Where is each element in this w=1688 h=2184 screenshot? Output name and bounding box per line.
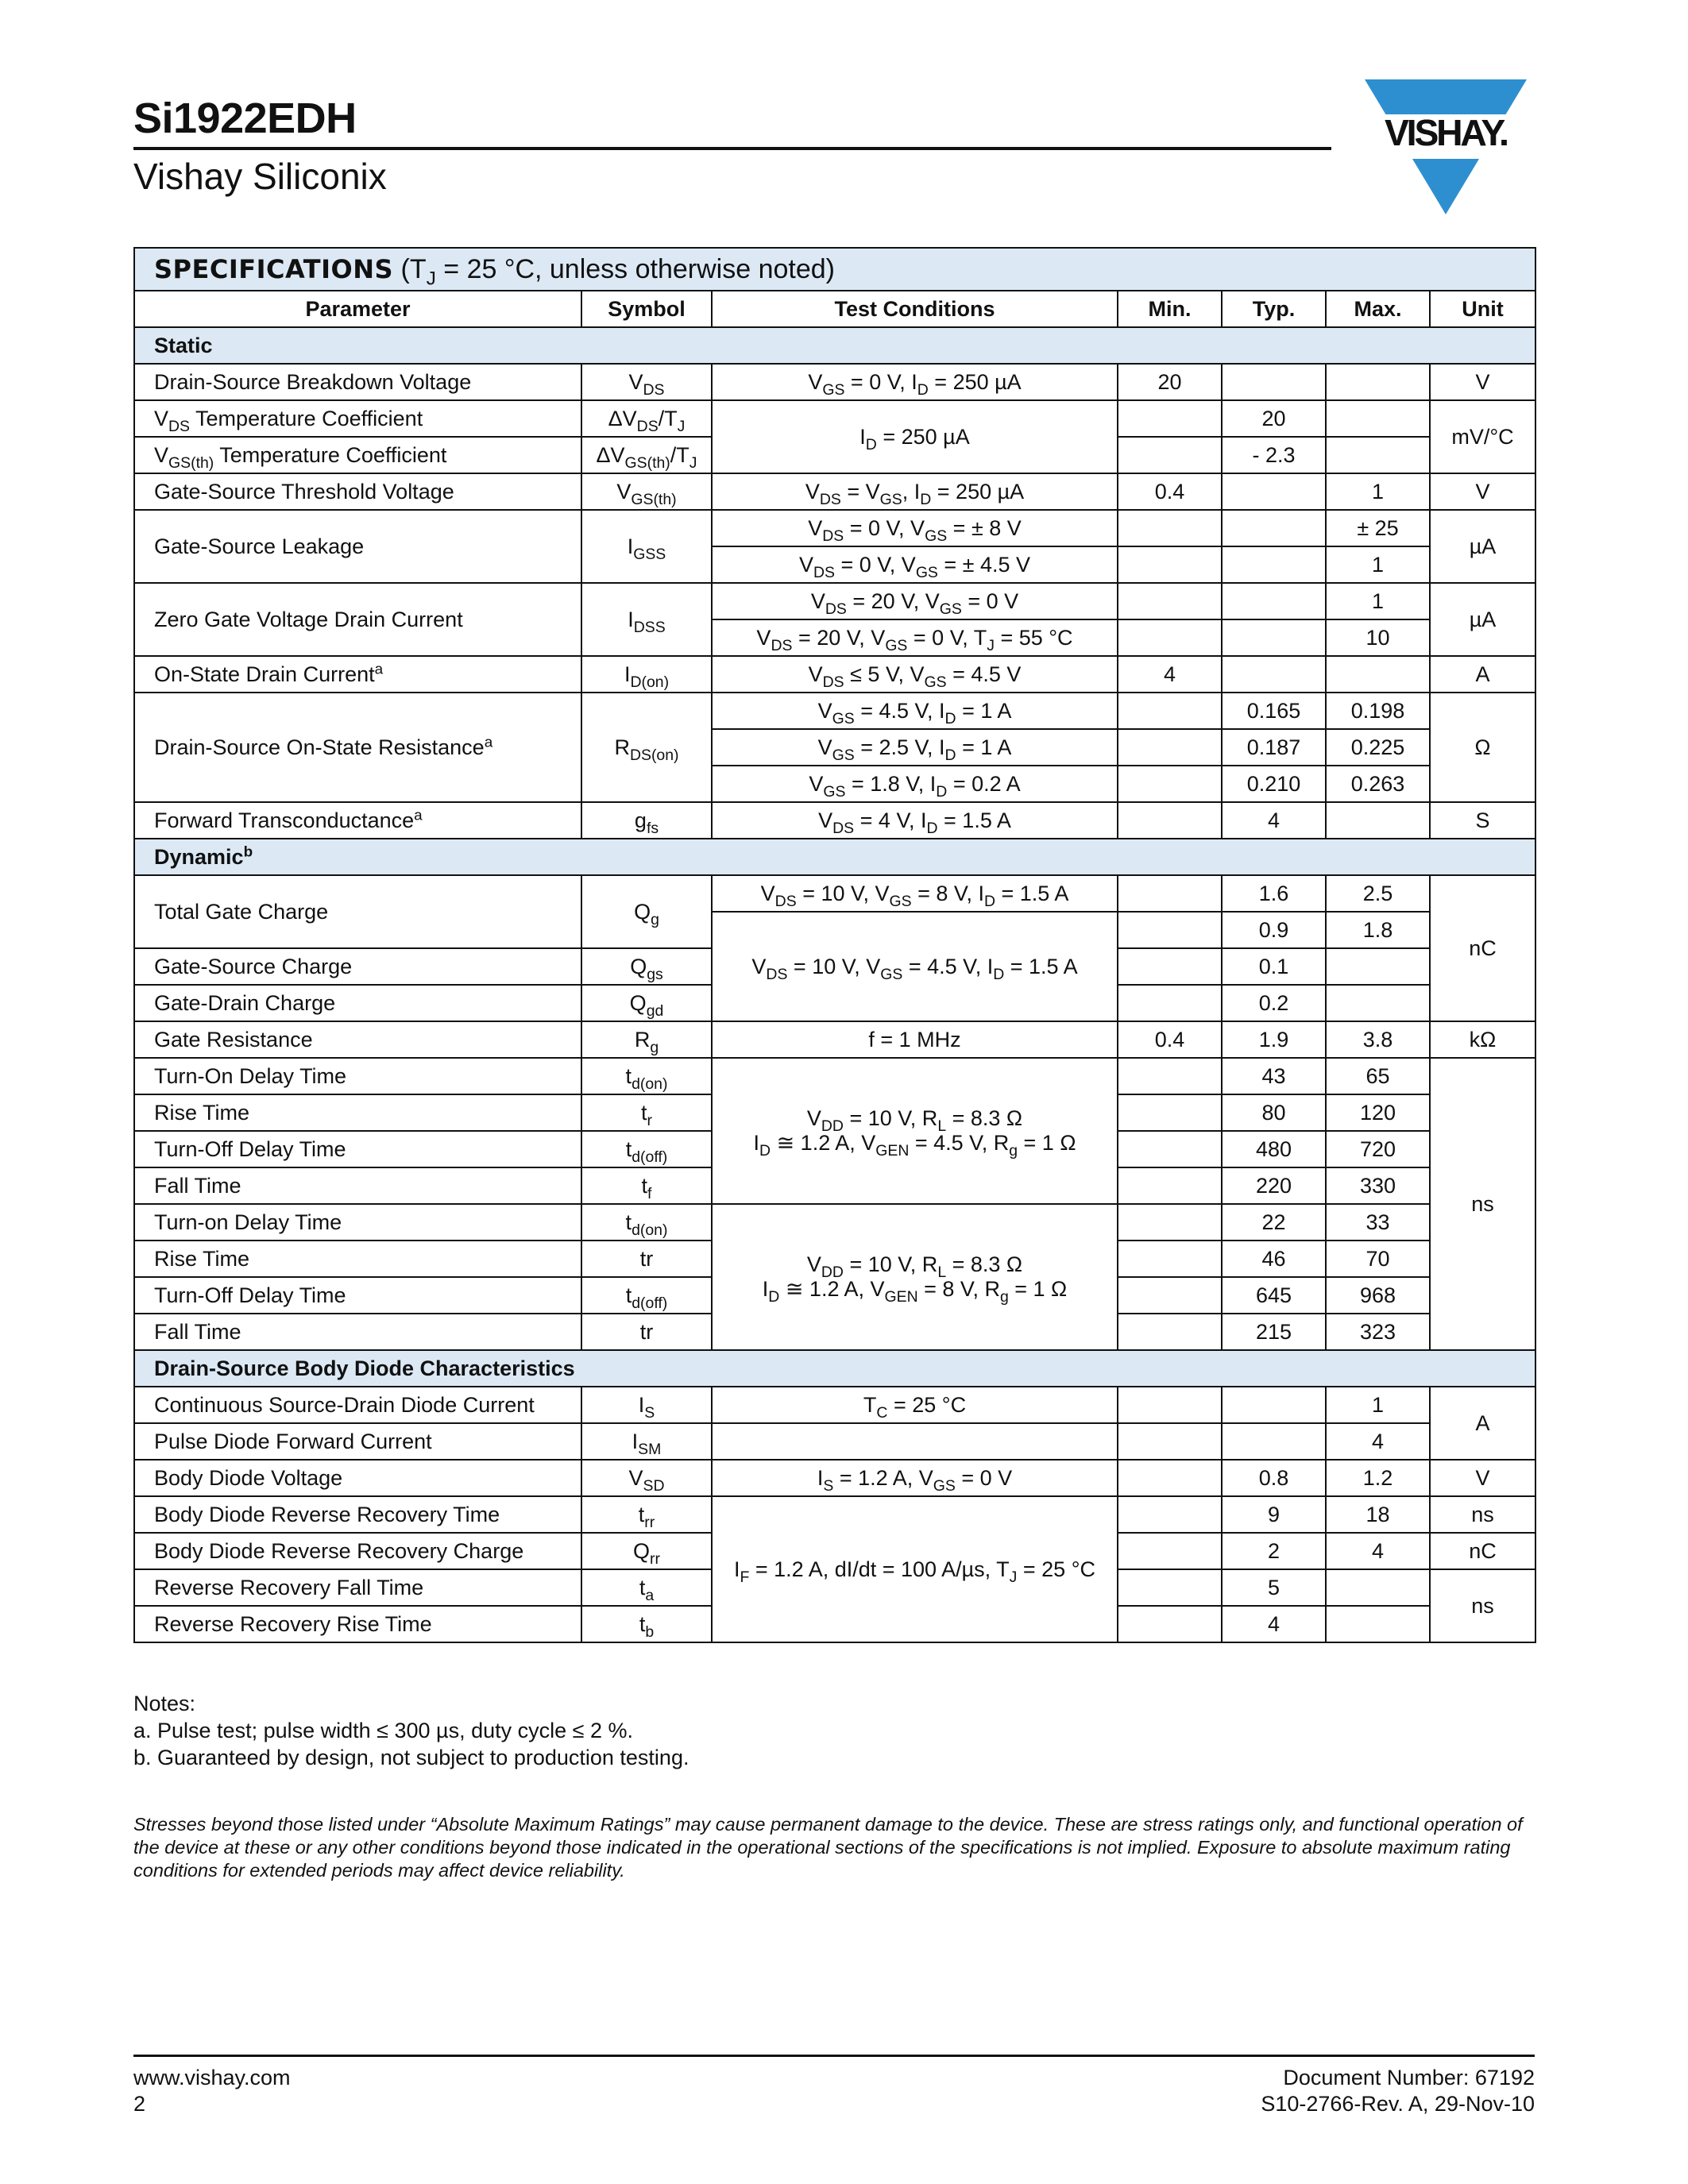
table-title-condition: ($T_J = 25$ °C, unless otherwise noted) xyxy=(400,253,835,290)
unit-cell: mV/°C xyxy=(1430,400,1535,473)
typ-cell: 0.8 xyxy=(1222,1460,1326,1496)
max-cell: 968 xyxy=(1326,1277,1430,1314)
table-row xyxy=(134,1058,1535,1094)
condition-cell: $V_{DS} = 20$ V, $V_{GS} = 0$ V xyxy=(712,583,1118,619)
min-cell xyxy=(1118,1131,1222,1167)
col-typ: Typ. xyxy=(1222,291,1326,327)
typ-cell: 0.1 xyxy=(1222,948,1326,985)
symbol-cell: $V_{SD}$ xyxy=(581,1460,712,1496)
table-row xyxy=(134,1021,1535,1058)
max-cell xyxy=(1326,656,1430,693)
typ-cell: 215 xyxy=(1222,1314,1326,1350)
symbol-cell: $t_a$ xyxy=(581,1569,712,1606)
col-max: Max. xyxy=(1326,291,1430,327)
min-cell xyxy=(1118,1314,1222,1350)
max-cell: 1.8 xyxy=(1326,912,1430,948)
condition-cell: $I_F = 1.2$ A, dI/dt = 100 A/µs, $T_J = 25$ °C xyxy=(712,1496,1118,1642)
min-cell xyxy=(1118,583,1222,619)
unit-cell: µA xyxy=(1430,583,1535,656)
max-cell: 330 xyxy=(1326,1167,1430,1204)
column-header-row xyxy=(134,291,1535,327)
symbol-cell: $t_f$ xyxy=(581,1167,712,1204)
typ-cell xyxy=(1222,546,1326,583)
table-title: SPECIFICATIONS xyxy=(154,253,394,284)
max-cell xyxy=(1326,400,1430,437)
min-cell xyxy=(1118,729,1222,766)
section-label: Static xyxy=(134,327,1535,364)
min-cell xyxy=(1118,619,1222,656)
max-cell xyxy=(1326,948,1430,985)
param-cell: Fall Time xyxy=(134,1314,581,1350)
table-row xyxy=(134,1387,1535,1423)
symbol-cell: $I_{DSS}$ xyxy=(581,583,712,656)
symbol-cell: $I_S$ xyxy=(581,1387,712,1423)
unit-cell: S xyxy=(1430,802,1535,839)
min-cell xyxy=(1118,693,1222,729)
max-cell: 18 xyxy=(1326,1496,1430,1533)
max-cell: 10 xyxy=(1326,619,1430,656)
table-row xyxy=(134,364,1535,400)
typ-cell: 43 xyxy=(1222,1058,1326,1094)
max-cell xyxy=(1326,364,1430,400)
unit-cell: nC xyxy=(1430,1533,1535,1569)
min-cell xyxy=(1118,1423,1222,1460)
symbol-cell: $t_{rr}$ xyxy=(581,1496,712,1533)
symbol-cell: tr xyxy=(581,1314,712,1350)
symbol-cell: $Q_g$ xyxy=(581,875,712,948)
param-cell: Pulse Diode Forward Current xyxy=(134,1423,581,1460)
symbol-cell: $t_r$ xyxy=(581,1094,712,1131)
typ-cell: 220 xyxy=(1222,1167,1326,1204)
footer-rule xyxy=(133,2055,1535,2057)
max-cell: 323 xyxy=(1326,1314,1430,1350)
table-row xyxy=(134,875,1535,912)
section-label: Dynamic$^b$ xyxy=(134,839,1535,875)
typ-cell: 1.6 xyxy=(1222,875,1326,912)
symbol-cell: $R_g$ xyxy=(581,1021,712,1058)
param-cell: Rise Time xyxy=(134,1094,581,1131)
table-row xyxy=(134,510,1535,546)
unit-cell: µA xyxy=(1430,510,1535,583)
param-cell: Gate-Source Threshold Voltage xyxy=(134,473,581,510)
param-cell: Gate Resistance xyxy=(134,1021,581,1058)
param-cell: Zero Gate Voltage Drain Current xyxy=(134,583,581,656)
section-label: Drain-Source Body Diode Characteristics xyxy=(134,1350,1535,1387)
min-cell xyxy=(1118,802,1222,839)
max-cell xyxy=(1326,985,1430,1021)
typ-cell xyxy=(1222,510,1326,546)
condition-cell xyxy=(712,1423,1118,1460)
typ-cell: 5 xyxy=(1222,1569,1326,1606)
manufacturer: Vishay Siliconix xyxy=(133,156,387,197)
min-cell: 0.4 xyxy=(1118,1021,1222,1058)
unit-cell: V xyxy=(1430,364,1535,400)
footer-left xyxy=(133,2065,291,2117)
param-cell: Continuous Source-Drain Diode Current xyxy=(134,1387,581,1423)
typ-cell: 645 xyxy=(1222,1277,1326,1314)
symbol-cell: $t_{d(off)}$ xyxy=(581,1277,712,1314)
table-row xyxy=(134,802,1535,839)
note-b: b. Guaranteed by design, not subject to production testing. xyxy=(133,1746,689,1769)
table-row xyxy=(134,1460,1535,1496)
max-cell: 33 xyxy=(1326,1204,1430,1241)
typ-cell: 1.9 xyxy=(1222,1021,1326,1058)
table-row xyxy=(134,400,1535,437)
param-cell: Gate-Source Charge xyxy=(134,948,581,985)
typ-cell xyxy=(1222,656,1326,693)
symbol-cell: $\Delta V_{DS}/T_J$ xyxy=(581,400,712,437)
min-cell xyxy=(1118,437,1222,473)
min-cell xyxy=(1118,875,1222,912)
min-cell xyxy=(1118,948,1222,985)
symbol-cell: $V_{DS}$ xyxy=(581,364,712,400)
param-cell: Drain-Source On-State Resistance$^a$ xyxy=(134,693,581,802)
unit-cell: ns xyxy=(1430,1496,1535,1533)
typ-cell: 4 xyxy=(1222,802,1326,839)
typ-cell: 0.210 xyxy=(1222,766,1326,802)
typ-cell xyxy=(1222,619,1326,656)
symbol-cell: $R_{DS(on)}$ xyxy=(581,693,712,802)
condition-cell: $V_{GS} = 1.8$ V, $I_D = 0.2$ A xyxy=(712,766,1118,802)
condition-cell: $I_D = 250$ µA xyxy=(712,400,1118,473)
min-cell xyxy=(1118,1569,1222,1606)
param-cell: $V_{DS}$ Temperature Coefficient xyxy=(134,400,581,437)
max-cell: 4 xyxy=(1326,1533,1430,1569)
notes-heading: Notes: xyxy=(133,1692,196,1715)
condition-cell: $V_{DS} = 0$ V, $V_{GS}$ = ± 8 V xyxy=(712,510,1118,546)
param-cell: Turn-Off Delay Time xyxy=(134,1131,581,1167)
condition-cell: $V_{DS} = 4$ V, $I_D = 1.5$ A xyxy=(712,802,1118,839)
max-cell: 1 xyxy=(1326,1387,1430,1423)
unit-cell: V xyxy=(1430,1460,1535,1496)
typ-cell: 9 xyxy=(1222,1496,1326,1533)
max-cell xyxy=(1326,1606,1430,1642)
specifications-table xyxy=(133,247,1536,1643)
unit-cell: Ω xyxy=(1430,693,1535,802)
min-cell xyxy=(1118,1496,1222,1533)
symbol-cell: $t_{d(off)}$ xyxy=(581,1131,712,1167)
param-cell: Total Gate Charge xyxy=(134,875,581,948)
symbol-cell: $t_b$ xyxy=(581,1606,712,1642)
condition-cell: $V_{DD} = 10$ V, $R_L = 8.3$ Ω $I_D$ ≅ 1.2 A, $V_{GEN} = 8$ V, $R_g = 1$ Ω xyxy=(712,1204,1118,1350)
condition-cell: $V_{DS} = 10$ V, $V_{GS} = 8$ V, $I_D = 1.5$ A xyxy=(712,875,1118,912)
min-cell xyxy=(1118,1460,1222,1496)
max-cell: 0.198 xyxy=(1326,693,1430,729)
min-cell xyxy=(1118,1094,1222,1131)
condition-cell: $I_S = 1.2$ A, $V_{GS} = 0$ V xyxy=(712,1460,1118,1496)
max-cell xyxy=(1326,802,1430,839)
max-cell: ± 25 xyxy=(1326,510,1430,546)
typ-cell: 80 xyxy=(1222,1094,1326,1131)
document-number: Document Number: 67192 xyxy=(1283,2066,1535,2089)
typ-cell xyxy=(1222,364,1326,400)
typ-cell xyxy=(1222,1423,1326,1460)
min-cell xyxy=(1118,1204,1222,1241)
symbol-cell: $I_{GSS}$ xyxy=(581,510,712,583)
col-min: Min. xyxy=(1118,291,1222,327)
param-cell: Gate-Drain Charge xyxy=(134,985,581,1021)
condition-cell: $V_{GS} = 0$ V, $I_D = 250$ µA xyxy=(712,364,1118,400)
revision: S10-2766-Rev. A, 29-Nov-10 xyxy=(1261,2092,1535,2116)
min-cell: 0.4 xyxy=(1118,473,1222,510)
max-cell: 0.263 xyxy=(1326,766,1430,802)
max-cell: 1 xyxy=(1326,473,1430,510)
condition-cell: $V_{GS} = 4.5$ V, $I_D = 1$ A xyxy=(712,693,1118,729)
param-cell: Body Diode Voltage xyxy=(134,1460,581,1496)
param-cell: Body Diode Reverse Recovery Time xyxy=(134,1496,581,1533)
min-cell xyxy=(1118,1241,1222,1277)
typ-cell xyxy=(1222,583,1326,619)
max-cell: 2.5 xyxy=(1326,875,1430,912)
min-cell xyxy=(1118,400,1222,437)
table-row xyxy=(134,1204,1535,1241)
footer-right xyxy=(1261,2065,1535,2117)
max-cell: 1 xyxy=(1326,583,1430,619)
typ-cell: 46 xyxy=(1222,1241,1326,1277)
min-cell xyxy=(1118,1058,1222,1094)
symbol-cell: $t_{d(on)}$ xyxy=(581,1204,712,1241)
min-cell: 4 xyxy=(1118,656,1222,693)
param-cell: Turn-On Delay Time xyxy=(134,1058,581,1094)
header-rule xyxy=(133,147,1331,150)
min-cell xyxy=(1118,1606,1222,1642)
symbol-cell: $t_{d(on)}$ xyxy=(581,1058,712,1094)
param-cell: Gate-Source Leakage xyxy=(134,510,581,583)
col-parameter: Parameter xyxy=(134,291,581,327)
param-cell: Drain-Source Breakdown Voltage xyxy=(134,364,581,400)
disclaimer: Stresses beyond those listed under “Absolute Maximum Ratings” may cause permanent damage to the device. These are stress ratings only, and functional operation of the device at these or any other conditions beyond those indicated in the operational sections of the specifications is not implied. Exposure to absolute maximum rating conditions for extended periods may affect device reliability. xyxy=(133,1814,1523,1881)
condition-cell: $V_{GS} = 2.5$ V, $I_D = 1$ A xyxy=(712,729,1118,766)
unit-cell: A xyxy=(1430,656,1535,693)
vishay-logo-text: VISHAY. xyxy=(1385,112,1507,153)
unit-cell: A xyxy=(1430,1387,1535,1460)
symbol-cell: $I_{D(on)}$ xyxy=(581,656,712,693)
table-row xyxy=(134,583,1535,619)
unit-cell: ns xyxy=(1430,1569,1535,1642)
typ-cell: 0.2 xyxy=(1222,985,1326,1021)
col-test-conditions: Test Conditions xyxy=(712,291,1118,327)
typ-cell: 0.9 xyxy=(1222,912,1326,948)
param-cell: Turn-on Delay Time xyxy=(134,1204,581,1241)
max-cell: 1.2 xyxy=(1326,1460,1430,1496)
param-cell: Body Diode Reverse Recovery Charge xyxy=(134,1533,581,1569)
min-cell: 20 xyxy=(1118,364,1222,400)
note-a: a. Pulse test; pulse width ≤ 300 µs, duty cycle ≤ 2 %. xyxy=(133,1719,633,1742)
min-cell xyxy=(1118,1277,1222,1314)
min-cell xyxy=(1118,985,1222,1021)
typ-cell xyxy=(1222,1387,1326,1423)
min-cell xyxy=(1118,1167,1222,1204)
condition-cell: $V_{DS} = V_{GS}$, $I_D = 250$ µA xyxy=(712,473,1118,510)
param-cell: Forward Transconductance$^a$ xyxy=(134,802,581,839)
table-row xyxy=(134,656,1535,693)
max-cell: 1 xyxy=(1326,546,1430,583)
min-cell xyxy=(1118,546,1222,583)
param-cell: Reverse Recovery Fall Time xyxy=(134,1569,581,1606)
section-static xyxy=(134,327,1535,364)
col-symbol: Symbol xyxy=(581,291,712,327)
condition-cell: $V_{DD} = 10$ V, $R_L = 8.3$ Ω $I_D$ ≅ 1.2 A, $V_{GEN} = 4.5$ V, $R_g = 1$ Ω xyxy=(712,1058,1118,1204)
condition-cell: f = 1 MHz xyxy=(712,1021,1118,1058)
max-cell xyxy=(1326,437,1430,473)
symbol-cell: $Q_{rr}$ xyxy=(581,1533,712,1569)
max-cell: 120 xyxy=(1326,1094,1430,1131)
max-cell: 65 xyxy=(1326,1058,1430,1094)
typ-cell: 22 xyxy=(1222,1204,1326,1241)
table-row xyxy=(134,1496,1535,1533)
typ-cell: 4 xyxy=(1222,1606,1326,1642)
unit-cell: V xyxy=(1430,473,1535,510)
min-cell xyxy=(1118,1387,1222,1423)
symbol-cell: $I_{SM}$ xyxy=(581,1423,712,1460)
min-cell xyxy=(1118,912,1222,948)
condition-cell: $V_{DS} \le 5$ V, $V_{GS} = 4.5$ V xyxy=(712,656,1118,693)
vishay-logo xyxy=(1365,79,1527,218)
max-cell xyxy=(1326,1569,1430,1606)
max-cell: 0.225 xyxy=(1326,729,1430,766)
section-dynamic xyxy=(134,839,1535,875)
typ-cell xyxy=(1222,473,1326,510)
param-cell: Fall Time xyxy=(134,1167,581,1204)
min-cell xyxy=(1118,510,1222,546)
table-row xyxy=(134,473,1535,510)
part-number: Si1922EDH xyxy=(133,95,357,142)
table-row xyxy=(134,1423,1535,1460)
condition-cell: $V_{DS} = 0$ V, $V_{GS}$ = ± 4.5 V xyxy=(712,546,1118,583)
param-cell: Rise Time xyxy=(134,1241,581,1277)
max-cell: 720 xyxy=(1326,1131,1430,1167)
condition-cell: $V_{DS} = 20$ V, $V_{GS} = 0$ V, $T_J = 55$ °C xyxy=(712,619,1118,656)
condition-cell: $V_{DS} = 10$ V, $V_{GS} = 4.5$ V, $I_D = 1.5$ A xyxy=(712,912,1118,1021)
param-cell: On-State Drain Current$^a$ xyxy=(134,656,581,693)
symbol-cell: tr xyxy=(581,1241,712,1277)
typ-cell: 0.165 xyxy=(1222,693,1326,729)
footer-website-link[interactable]: www.vishay.com xyxy=(133,2066,291,2089)
symbol-cell: $V_{GS(th)}$ xyxy=(581,473,712,510)
symbol-cell: $g_{fs}$ xyxy=(581,802,712,839)
symbol-cell: $Q_{gs}$ xyxy=(581,948,712,985)
page-number: 2 xyxy=(133,2092,146,2116)
max-cell: 3.8 xyxy=(1326,1021,1430,1058)
typ-cell: 2 xyxy=(1222,1533,1326,1569)
param-cell: Turn-Off Delay Time xyxy=(134,1277,581,1314)
typ-cell: - 2.3 xyxy=(1222,437,1326,473)
min-cell xyxy=(1118,1533,1222,1569)
max-cell: 70 xyxy=(1326,1241,1430,1277)
unit-cell: kΩ xyxy=(1430,1021,1535,1058)
max-cell: 4 xyxy=(1326,1423,1430,1460)
typ-cell: 480 xyxy=(1222,1131,1326,1167)
condition-cell: $T_C = 25$ °C xyxy=(712,1387,1118,1423)
typ-cell: 0.187 xyxy=(1222,729,1326,766)
unit-cell: nC xyxy=(1430,875,1535,1021)
symbol-cell: $Q_{gd}$ xyxy=(581,985,712,1021)
table-title-row xyxy=(134,248,1535,291)
col-unit: Unit xyxy=(1430,291,1535,327)
min-cell xyxy=(1118,766,1222,802)
notes xyxy=(133,1690,689,1771)
section-body-diode xyxy=(134,1350,1535,1387)
param-cell: $V_{GS(th)}$ Temperature Coefficient xyxy=(134,437,581,473)
param-cell: Reverse Recovery Rise Time xyxy=(134,1606,581,1642)
symbol-cell: $\Delta V_{GS(th)}/T_J$ xyxy=(581,437,712,473)
typ-cell: 20 xyxy=(1222,400,1326,437)
unit-cell: ns xyxy=(1430,1058,1535,1350)
table-row xyxy=(134,693,1535,729)
